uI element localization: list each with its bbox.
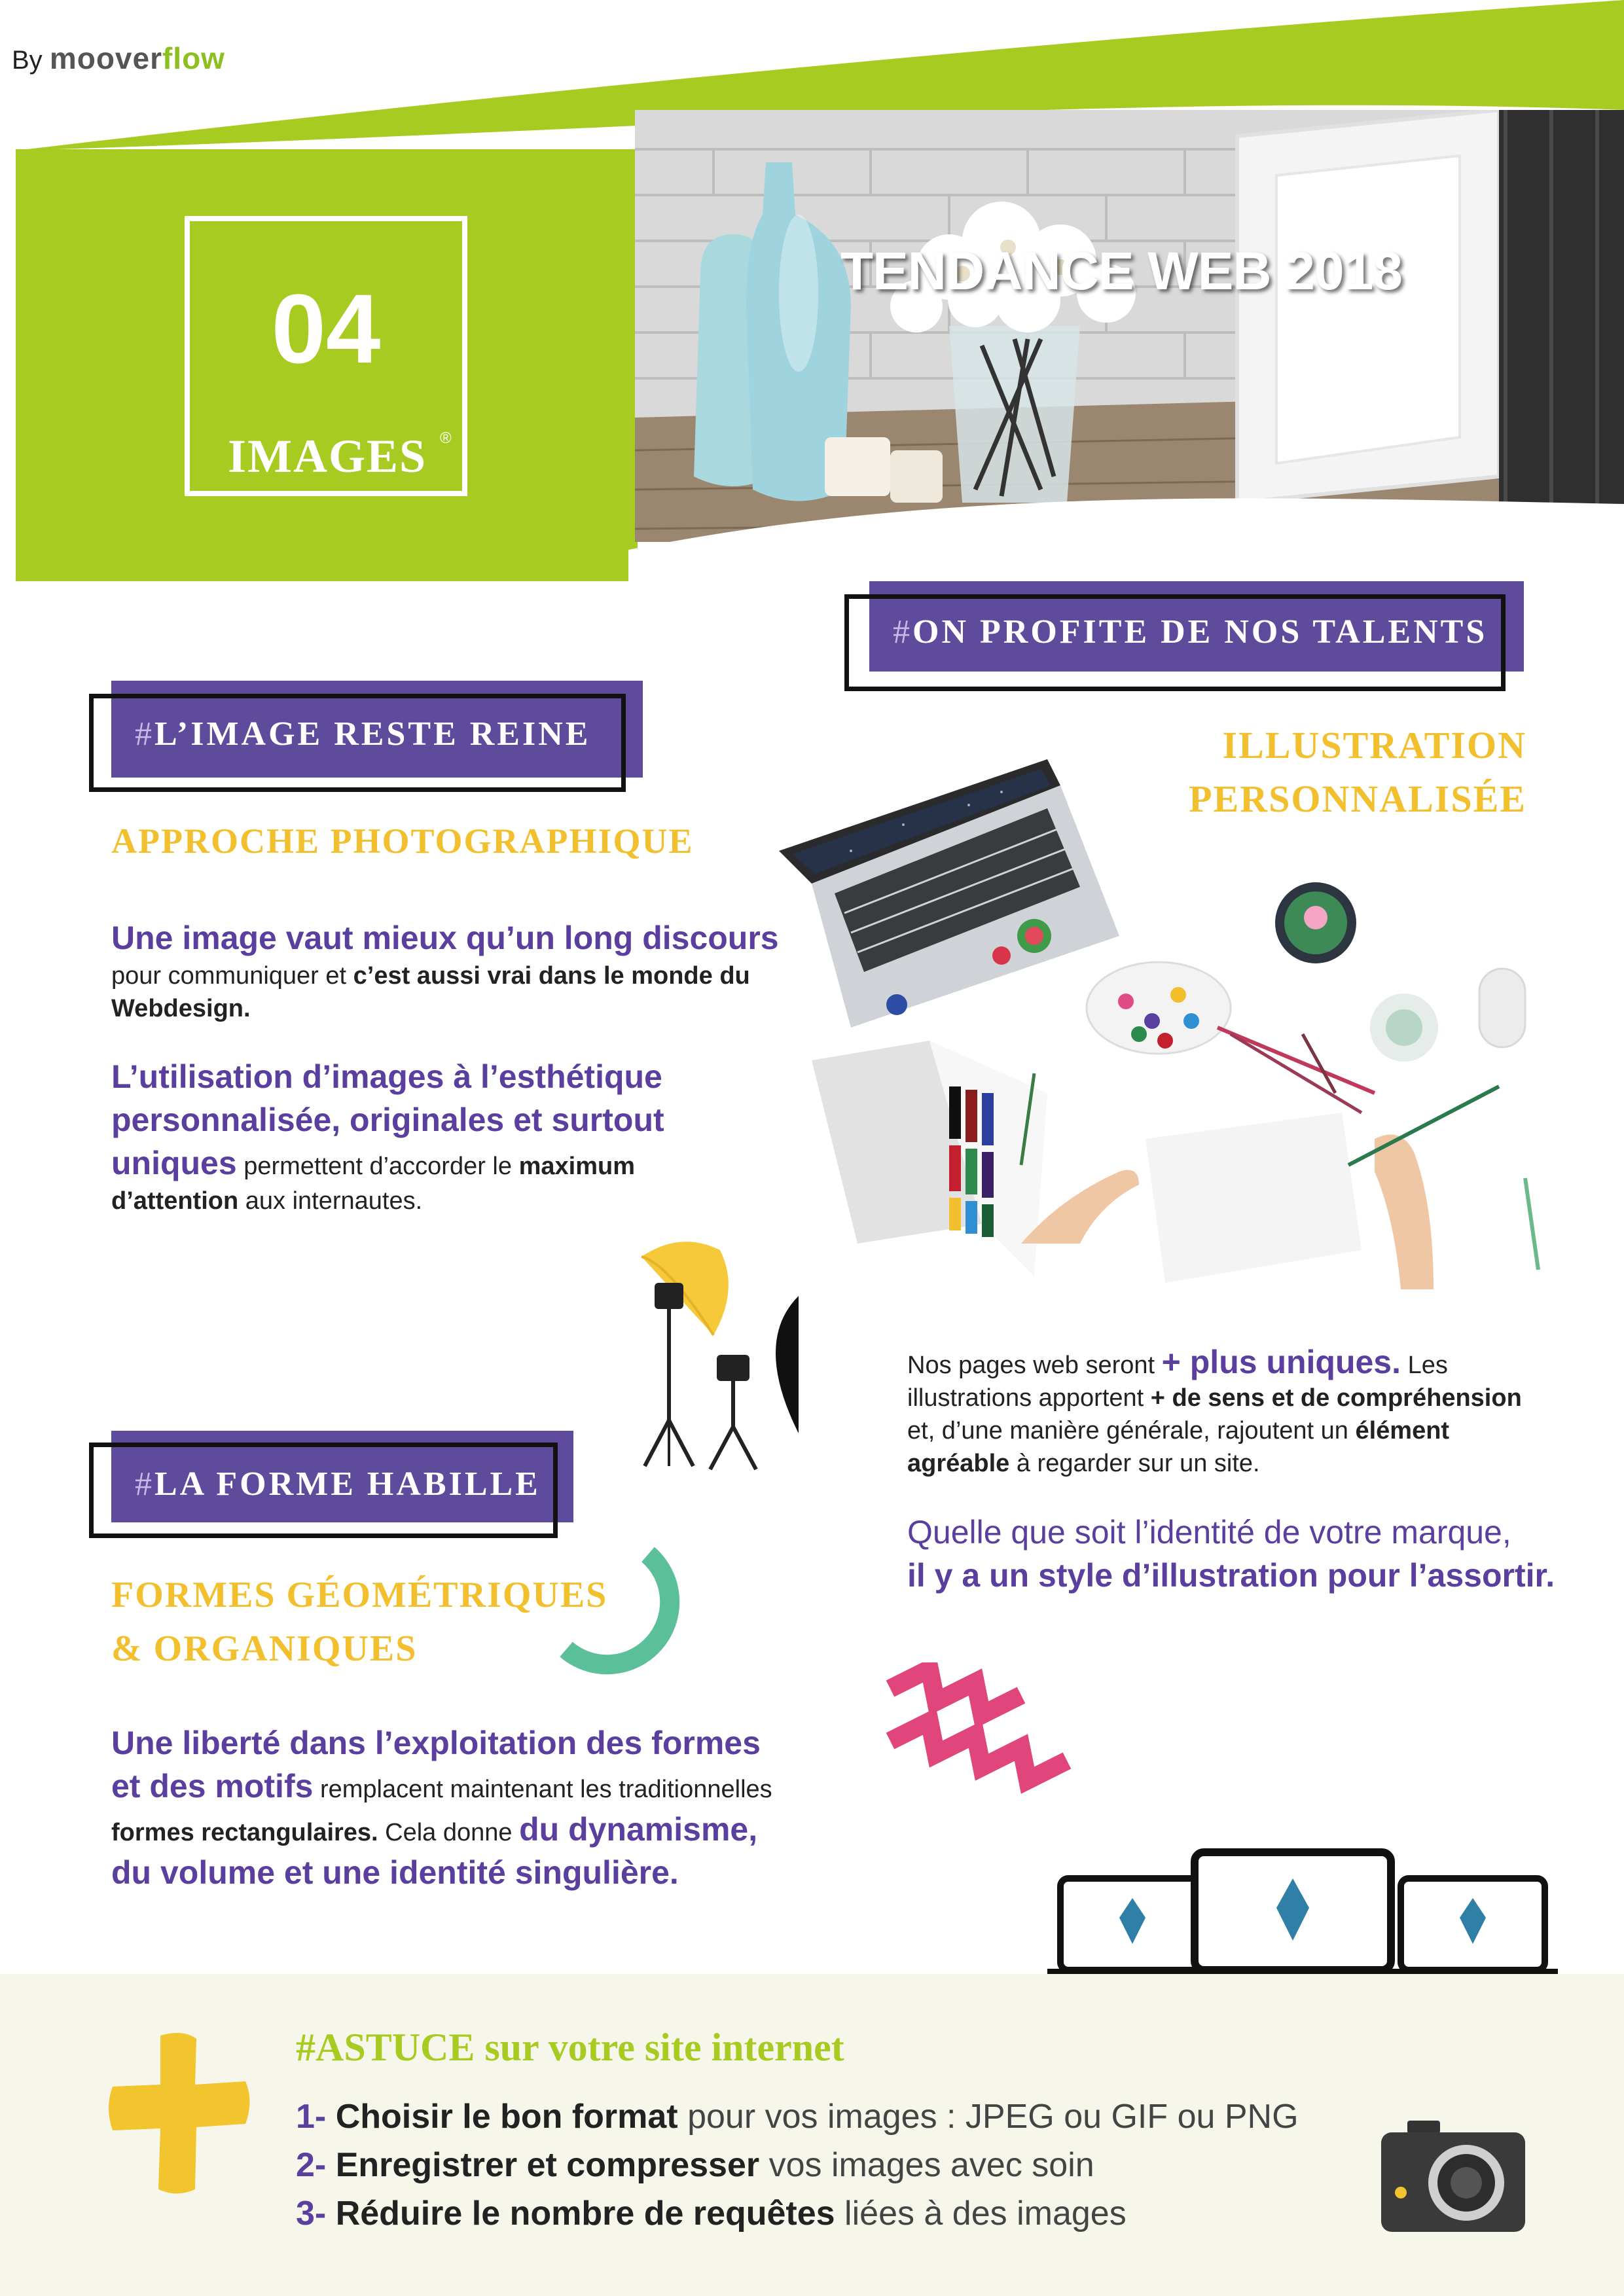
talents-subtitle: ILLUSTRATION PERSONNALISÉE	[1189, 724, 1526, 820]
camera-icon	[1381, 2121, 1525, 2232]
tag-image: #L’IMAGE RESTE REINE	[135, 715, 591, 753]
tip-1: 1- Choisir le bon format pour vos images : JPEG ou GIF ou PNG	[296, 2098, 1299, 2136]
astuce-title: #ASTUCE sur votre site internet	[296, 2026, 844, 2069]
tag-talents: #ON PROFITE DE NOS TALENTS	[893, 613, 1488, 651]
photo-bottom-curve	[628, 458, 1624, 589]
image-subtitle: APPROCHE PHOTOGRAPHIQUE	[111, 821, 694, 861]
brand-by: By	[12, 46, 43, 75]
photo-title: TENDANCE WEB 2018	[840, 242, 1402, 301]
devices-pen-icon	[1047, 1846, 1558, 1983]
plus-icon	[105, 2029, 255, 2199]
forme-paragraph: Une liberté dans l’exploitation des formes et des motifs remplacent maintenant les traditionnelles formes rectangulaires. Cela donne du dynamisme, du volume et une identité singulière.	[111, 1725, 772, 1891]
category-label: IMAGES	[228, 430, 427, 482]
forme-subtitle: FORMES GÉOMÉTRIQUES & ORGANIQUES	[111, 1575, 608, 1669]
number-box	[185, 216, 467, 496]
pink-zigzag-shape	[877, 1662, 1087, 1833]
registered-mark: ®	[440, 429, 452, 447]
desk-illustration	[772, 746, 1558, 1289]
tag-forme: #LA FORME HABILLE	[135, 1465, 541, 1503]
image-paragraph-1: Une image vaut mieux qu’un long discours pour communiquer et c’est aussi vrai dans le monde du Webdesign.	[111, 920, 779, 1022]
mooverflow-logo: mooverflow	[49, 41, 225, 75]
section-number: 04	[271, 274, 381, 384]
teal-arc-shape	[556, 1545, 687, 1676]
image-paragraph-2: L’utilisation d’images à l’esthétique personnalisée, originales et surtout uniques permettent d’accorder le maximum d’attention aux internautes.	[111, 1058, 664, 1215]
tip-3: 3- Réduire le nombre de requêtes liées à des images	[296, 2195, 1127, 2233]
talents-paragraph-2: Quelle que soit l’identité de votre marque, il y a un style d’illustration pour l’assortir.	[907, 1514, 1555, 1594]
tip-2: 2- Enregistrer et compresser vos images avec soin	[296, 2146, 1094, 2184]
studio-light-icon	[628, 1237, 799, 1479]
talents-paragraph-1: Nos pages web seront + plus uniques. Les illustrations apportent + de sens et de compréhension et, d’une manière générale, rajoutent un élément agréable à regarder sur un site.	[907, 1344, 1522, 1477]
